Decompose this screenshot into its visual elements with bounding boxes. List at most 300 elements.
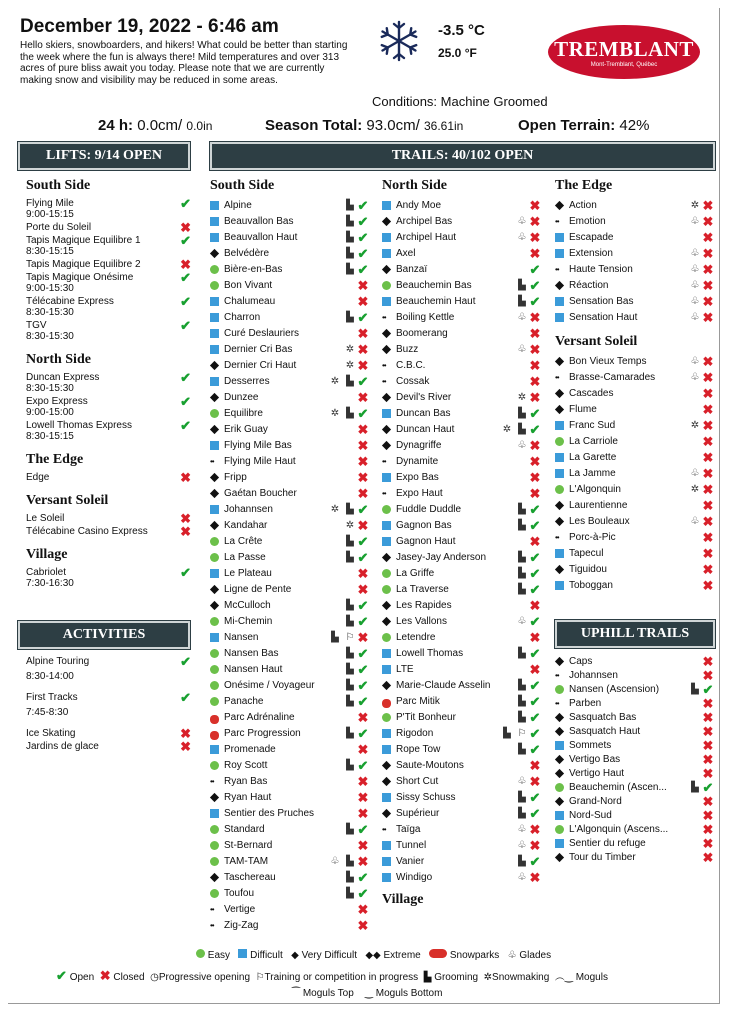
grooming-icon: ▙: [518, 296, 526, 307]
grooming-icon: ▙: [346, 552, 354, 563]
snowmaking-icon: ✲: [345, 344, 355, 355]
trail-row: [210, 838, 370, 854]
open-icon: ✔: [180, 270, 191, 285]
trail-row: [555, 434, 715, 450]
trail-row: [382, 822, 542, 838]
very-difficult-icon: [555, 201, 564, 210]
open-icon: ✔: [357, 726, 369, 741]
trail-row-name: Tapecul: [569, 548, 604, 559]
closed-icon: ✖: [529, 246, 541, 261]
trail-row-name: Tiguidou: [569, 564, 607, 575]
glades-icon: ♧: [690, 216, 700, 227]
difficult-icon: [210, 233, 219, 242]
closed-icon: ✖: [357, 294, 369, 309]
open-icon: ✔: [529, 694, 541, 709]
difficult-icon: [382, 201, 391, 210]
trail-row: [210, 678, 370, 694]
trail-row-name: Beauvallon Bas: [224, 216, 294, 227]
closed-icon: ✖: [529, 630, 541, 645]
very-difficult-icon: [382, 425, 391, 434]
open-icon: ✔: [529, 566, 541, 581]
trail-row-name: La Garette: [569, 452, 617, 463]
lift-row-name: Cabriolet: [26, 567, 67, 578]
easy-icon: [555, 783, 564, 792]
glades-icon: ♧: [690, 248, 700, 259]
section-title: South Side: [26, 178, 91, 193]
glades-icon: ♧: [517, 344, 527, 355]
trail-row-name: Boomerang: [396, 328, 448, 339]
open-icon: ✔: [529, 518, 541, 533]
grooming-icon: ▙: [518, 680, 526, 691]
trail-row-name: Tunnel: [396, 840, 427, 851]
trail-row: [210, 854, 370, 870]
closed-icon: ✖: [529, 310, 541, 325]
uphill-row-name: Caps: [569, 656, 593, 667]
uphill-row: [555, 696, 715, 710]
closed-icon: ✖: [357, 342, 369, 357]
trail-row: [382, 422, 542, 438]
easy-icon: [382, 281, 391, 290]
trail-row-name: Gagnon Haut: [396, 536, 456, 547]
difficult-icon: [210, 297, 219, 306]
closed-icon: ✖: [702, 310, 714, 325]
snowmaking-icon: ✲: [502, 424, 512, 435]
grooming-icon: ▙: [346, 248, 354, 259]
glades-icon: ♧: [690, 468, 700, 479]
activity-hours: 7:45-8:30: [26, 707, 69, 718]
closed-icon: ✖: [357, 918, 369, 933]
trail-row: [210, 822, 370, 838]
trail-row-name: Bière-en-Bas: [224, 264, 283, 275]
trail-row: [210, 550, 370, 566]
activity-row: [26, 741, 191, 754]
grooming-icon: ▙: [346, 760, 354, 771]
very-difficult-icon: [382, 217, 391, 226]
trail-row: [555, 450, 715, 466]
open-icon: ✔: [357, 198, 369, 213]
grooming-icon: ▙: [518, 712, 526, 723]
closed-icon: ✖: [529, 230, 541, 245]
very-difficult-icon: [382, 393, 391, 402]
grooming-icon: ▙: [518, 696, 526, 707]
trail-row-name: Flying Mile Haut: [224, 456, 296, 467]
easy-icon: [210, 537, 219, 546]
trail-row: [382, 278, 542, 294]
snowmaking-icon: ✲: [345, 360, 355, 371]
open-icon: ✔: [180, 370, 191, 385]
very-difficult-icon: [210, 521, 219, 530]
trail-row-name: Sensation Bas: [569, 296, 634, 307]
trail-row-name: TAM-TAM: [224, 856, 269, 867]
difficult-icon: [210, 217, 219, 226]
moguls-bottom-icon: ‿: [364, 988, 373, 999]
trail-row: [210, 582, 370, 598]
trails-north-side: [382, 176, 542, 912]
closed-icon: ✖: [702, 668, 714, 683]
very-difficult-icon: [210, 393, 219, 402]
trail-row: [210, 598, 370, 614]
trail-row-name: P'Tit Bonheur: [396, 712, 456, 723]
open-icon: ✔: [529, 262, 541, 277]
extreme-icon: ••: [210, 777, 214, 786]
uphill-row: [555, 682, 715, 696]
trail-row-name: McCulloch: [224, 600, 271, 611]
easy-icon: [210, 857, 219, 866]
lift-row-hours: 7:30-16:30: [26, 578, 74, 589]
trail-row: [210, 214, 370, 230]
open-icon: ✔: [180, 654, 191, 669]
open-icon: ✔: [357, 822, 369, 837]
closed-icon: ✖: [357, 710, 369, 725]
grooming-icon: ▙: [346, 536, 354, 547]
difficult-icon: [555, 469, 564, 478]
open-icon: ✔: [529, 550, 541, 565]
uphill-row: [555, 724, 715, 738]
closed-icon: ✖: [357, 518, 369, 533]
intro-text: Hello skiers, snowboarders, and hikers! What could be better than starting the week where the fun is always there! Mild temperatures and over 313 acres of pure bliss await you today. Please note that we are currently making snow and visibility may be reduced in some areas.: [20, 40, 348, 86]
closed-icon: ✖: [357, 774, 369, 789]
lift-row-name: Télécabine Casino Express: [26, 526, 148, 537]
open-icon: ✔: [180, 690, 191, 705]
easy-icon: [210, 409, 219, 418]
trail-row-name: Nansen: [224, 632, 259, 643]
grooming-icon: ▙: [346, 728, 354, 739]
easy-icon: [382, 505, 391, 514]
closed-icon: ✖: [180, 220, 191, 235]
snowmaking-icon: ✲: [690, 420, 700, 431]
trail-row-name: La Traverse: [396, 584, 449, 595]
closed-icon: ✖: [702, 450, 714, 465]
trail-row-name: Roy Scott: [224, 760, 268, 771]
uphill-row: [555, 752, 715, 766]
snow-season-total: Season Total: 93.0cm/ 36.61in: [265, 117, 464, 134]
trail-row: [555, 482, 715, 498]
trail-row: [382, 326, 542, 342]
trail-row-name: Curé Deslauriers: [224, 328, 300, 339]
uphill-row-name: Nansen (Ascension): [569, 684, 660, 695]
report-date: December 19, 2022 - 6:46 am: [20, 16, 279, 37]
trail-row: [382, 694, 542, 710]
trail-row-name: Gaétan Boucher: [224, 488, 297, 499]
uphill-row-name: Tour du Timber: [569, 852, 636, 863]
extreme-icon: ••: [555, 671, 559, 680]
trail-row: [210, 886, 370, 902]
closed-icon: ✖: [180, 726, 191, 741]
closed-icon: ✖: [702, 466, 714, 481]
glades-icon: ♧: [517, 824, 527, 835]
grooming-icon: ▙: [518, 408, 526, 419]
difficult-icon: [555, 453, 564, 462]
trail-row: [555, 214, 715, 230]
closed-icon: ✖: [357, 854, 369, 869]
closed-icon: ✖: [702, 370, 714, 385]
snowmaking-icon: ✲: [330, 408, 340, 419]
closed-icon: ✖: [357, 470, 369, 485]
trail-row: [210, 326, 370, 342]
grooming-icon: ▙: [346, 616, 354, 627]
lifts-header: LIFTS: 9/14 OPEN: [18, 142, 190, 170]
trail-row: [382, 518, 542, 534]
difficult-icon: [382, 297, 391, 306]
open-icon: ✔: [529, 742, 541, 757]
closed-icon: ✖: [529, 358, 541, 373]
easy-icon: [555, 825, 564, 834]
trail-row: [382, 342, 542, 358]
trail-row: [382, 470, 542, 486]
trail-row: [555, 466, 715, 482]
uphill-row: [555, 738, 715, 752]
closed-icon: ✖: [180, 511, 191, 526]
open-icon: ✔: [56, 968, 67, 983]
extreme-icon: ••: [555, 217, 559, 226]
uphill-row: [555, 850, 715, 864]
uphill-row-name: Sasquatch Bas: [569, 712, 637, 723]
lift-row-name: Lowell Thomas Express: [26, 420, 132, 431]
trail-row: [210, 406, 370, 422]
trail-row-name: Taschereau: [224, 872, 276, 883]
trail-row: [555, 514, 715, 530]
trail-row: [382, 262, 542, 278]
closed-icon: ✖: [99, 968, 111, 983]
open-icon: ✔: [180, 418, 191, 433]
difficult-icon: [210, 745, 219, 754]
trail-row-name: Emotion: [569, 216, 606, 227]
trail-row: [210, 358, 370, 374]
lift-row: [26, 420, 191, 444]
closed-icon: ✖: [702, 738, 714, 753]
grooming-icon: ▙: [503, 728, 511, 739]
open-icon: ✔: [180, 196, 191, 211]
trail-row: [555, 278, 715, 294]
closed-icon: ✖: [180, 257, 191, 272]
very-difficult-icon: [382, 345, 391, 354]
trail-row-name: Buzz: [396, 344, 419, 355]
tremblant-logo: TREMBLANT Mont-Tremblant, Québec: [548, 25, 700, 79]
trail-row-name: Cascades: [569, 388, 614, 399]
trail-row: [382, 310, 542, 326]
difficult-icon: [555, 741, 564, 750]
closed-icon: ✖: [702, 578, 714, 593]
trail-row: [210, 502, 370, 518]
difficult-icon: [210, 569, 219, 578]
very-difficult-icon: [382, 265, 391, 274]
trail-row: [210, 726, 370, 742]
very-difficult-icon: [210, 361, 219, 370]
closed-icon: ✖: [529, 214, 541, 229]
trail-row: [210, 518, 370, 534]
very-difficult-icon: [555, 405, 564, 414]
closed-icon: ✖: [702, 482, 714, 497]
trail-row: [382, 486, 542, 502]
difficult-icon: [210, 505, 219, 514]
closed-icon: ✖: [357, 582, 369, 597]
lift-row: [26, 259, 191, 272]
uphill-row-name: Sasquatch Haut: [569, 726, 641, 737]
grooming-icon: ▙: [346, 824, 354, 835]
grooming-icon: ▙: [423, 972, 432, 983]
easy-icon: [210, 617, 219, 626]
lift-row-hours: 9:00-15:30: [26, 283, 74, 294]
trail-row: [382, 454, 542, 470]
trail-row-name: Desserres: [224, 376, 270, 387]
very-difficult-icon: [382, 329, 391, 338]
easy-icon: [382, 585, 391, 594]
trail-row: [555, 310, 715, 326]
trail-row-name: St-Bernard: [224, 840, 273, 851]
grooming-icon: ▙: [346, 312, 354, 323]
trail-row: [382, 806, 542, 822]
lift-row-name: Porte du Soleil: [26, 222, 92, 233]
very-difficult-icon: [555, 755, 564, 764]
difficult-icon: [210, 345, 219, 354]
trail-row: [210, 758, 370, 774]
closed-icon: ✖: [702, 434, 714, 449]
very-difficult-icon: [382, 553, 391, 562]
trail-row-name: La Griffe: [396, 568, 435, 579]
extreme-icon: ••: [382, 457, 386, 466]
open-icon: ✔: [529, 422, 541, 437]
open-icon: ✔: [180, 565, 191, 580]
difficult-icon: [382, 521, 391, 530]
closed-icon: ✖: [702, 836, 714, 851]
very-difficult-icon: [210, 425, 219, 434]
trail-row-name: Toufou: [224, 888, 255, 899]
closed-icon: ✖: [702, 766, 714, 781]
lift-row: [26, 235, 191, 259]
trail-row-name: Fuddle Duddle: [396, 504, 462, 515]
trail-row: [210, 710, 370, 726]
trail-row: [382, 502, 542, 518]
trail-row-name: L'Algonquin: [569, 484, 621, 495]
difficult-icon: [555, 581, 564, 590]
trail-row: [382, 790, 542, 806]
trail-row-name: Duncan Haut: [396, 424, 455, 435]
grooming-icon: ▙: [518, 504, 526, 515]
trail-row-name: Chalumeau: [224, 296, 276, 307]
open-icon: ✔: [357, 550, 369, 565]
trail-row: [555, 230, 715, 246]
closed-icon: ✖: [529, 758, 541, 773]
closed-icon: ✖: [529, 870, 541, 885]
difficult-icon: [382, 473, 391, 482]
activity-hours: 8:30-14:00: [26, 671, 74, 682]
difficult-icon: [382, 857, 391, 866]
closed-icon: ✖: [529, 326, 541, 341]
closed-icon: ✖: [357, 806, 369, 821]
snowmaking-icon: ✲: [517, 392, 527, 403]
glades-icon: ♧: [507, 950, 517, 961]
lift-row-name: Flying Mile: [26, 198, 74, 209]
trail-row: [210, 454, 370, 470]
very-difficult-icon: [555, 389, 564, 398]
trail-row: [382, 214, 542, 230]
very-difficult-icon: [382, 809, 391, 818]
trail-row: [382, 630, 542, 646]
uphill-row: [555, 822, 715, 836]
open-icon: ✔: [357, 886, 369, 901]
difficult-icon: [382, 249, 391, 258]
trail-row: [210, 422, 370, 438]
grooming-icon: ▙: [518, 280, 526, 291]
closed-icon: ✖: [529, 438, 541, 453]
trail-row: [210, 294, 370, 310]
lift-row: [26, 320, 191, 344]
trail-row-name: Ryan Haut: [224, 792, 272, 803]
trail-row: [382, 246, 542, 262]
closed-icon: ✖: [357, 902, 369, 917]
lift-row: [26, 526, 191, 539]
trail-row-name: Bon Vivant: [224, 280, 273, 291]
glades-icon: ♧: [517, 440, 527, 451]
open-icon: ✔: [357, 310, 369, 325]
lift-row: [26, 222, 191, 235]
closed-icon: ✖: [357, 278, 369, 293]
snowpark-icon: [210, 715, 219, 724]
closed-icon: ✖: [702, 214, 714, 229]
very-difficult-icon: [555, 517, 564, 526]
closed-icon: ✖: [702, 386, 714, 401]
uphill-row-name: Beauchemin (Ascen...: [569, 782, 667, 793]
difficult-icon: [382, 665, 391, 674]
trail-row-name: LTE: [396, 664, 414, 675]
difficult-icon: [382, 841, 391, 850]
lift-row-hours: 8:30-15:15: [26, 431, 74, 442]
easy-icon: [382, 713, 391, 722]
trail-row-name: Vertige: [224, 904, 256, 915]
trail-row: [382, 758, 542, 774]
grooming-icon: ▙: [346, 872, 354, 883]
trail-row-name: La Carriole: [569, 436, 618, 447]
extreme-icon: ••: [382, 313, 386, 322]
lift-row: [26, 272, 191, 296]
open-terrain: Open Terrain: 42%: [518, 117, 650, 134]
very-difficult-icon: [382, 617, 391, 626]
closed-icon: ✖: [357, 486, 369, 501]
difficult-icon: [382, 537, 391, 546]
glades-icon: ♧: [517, 312, 527, 323]
trail-row-name: Toboggan: [569, 580, 613, 591]
uphill-header: UPHILL TRAILS: [555, 620, 715, 648]
trail-row-name: Devil's River: [396, 392, 452, 403]
very-difficult-icon: [555, 565, 564, 574]
closed-icon: ✖: [702, 562, 714, 577]
activities-list: [26, 656, 191, 754]
trails-south-side: [210, 176, 370, 934]
trail-row-name: Letendre: [396, 632, 436, 643]
very-difficult-icon: [555, 501, 564, 510]
trail-row: [555, 354, 715, 370]
trail-row-name: Porc-à-Pic: [569, 532, 616, 543]
easy-icon: [210, 697, 219, 706]
trail-row-name: Sensation Haut: [569, 312, 638, 323]
trail-row-name: C.B.C.: [396, 360, 426, 371]
grooming-icon: ▙: [518, 424, 526, 435]
trail-row-name: Equilibre: [224, 408, 263, 419]
trail-row: [210, 614, 370, 630]
activities-header: ACTIVITIES: [18, 621, 190, 649]
open-icon: ✔: [357, 678, 369, 693]
glades-icon: ♧: [690, 264, 700, 275]
trail-row: [382, 294, 542, 310]
trail-row: [382, 870, 542, 886]
difficult-icon: [238, 949, 247, 958]
trails-the-edge: [555, 176, 715, 594]
trail-row-name: La Crête: [224, 536, 263, 547]
moguls-icon: ︵‿: [554, 972, 573, 983]
grooming-icon: ▙: [346, 216, 354, 227]
difficult-icon: [210, 809, 219, 818]
lift-row-name: Expo Express: [26, 396, 88, 407]
